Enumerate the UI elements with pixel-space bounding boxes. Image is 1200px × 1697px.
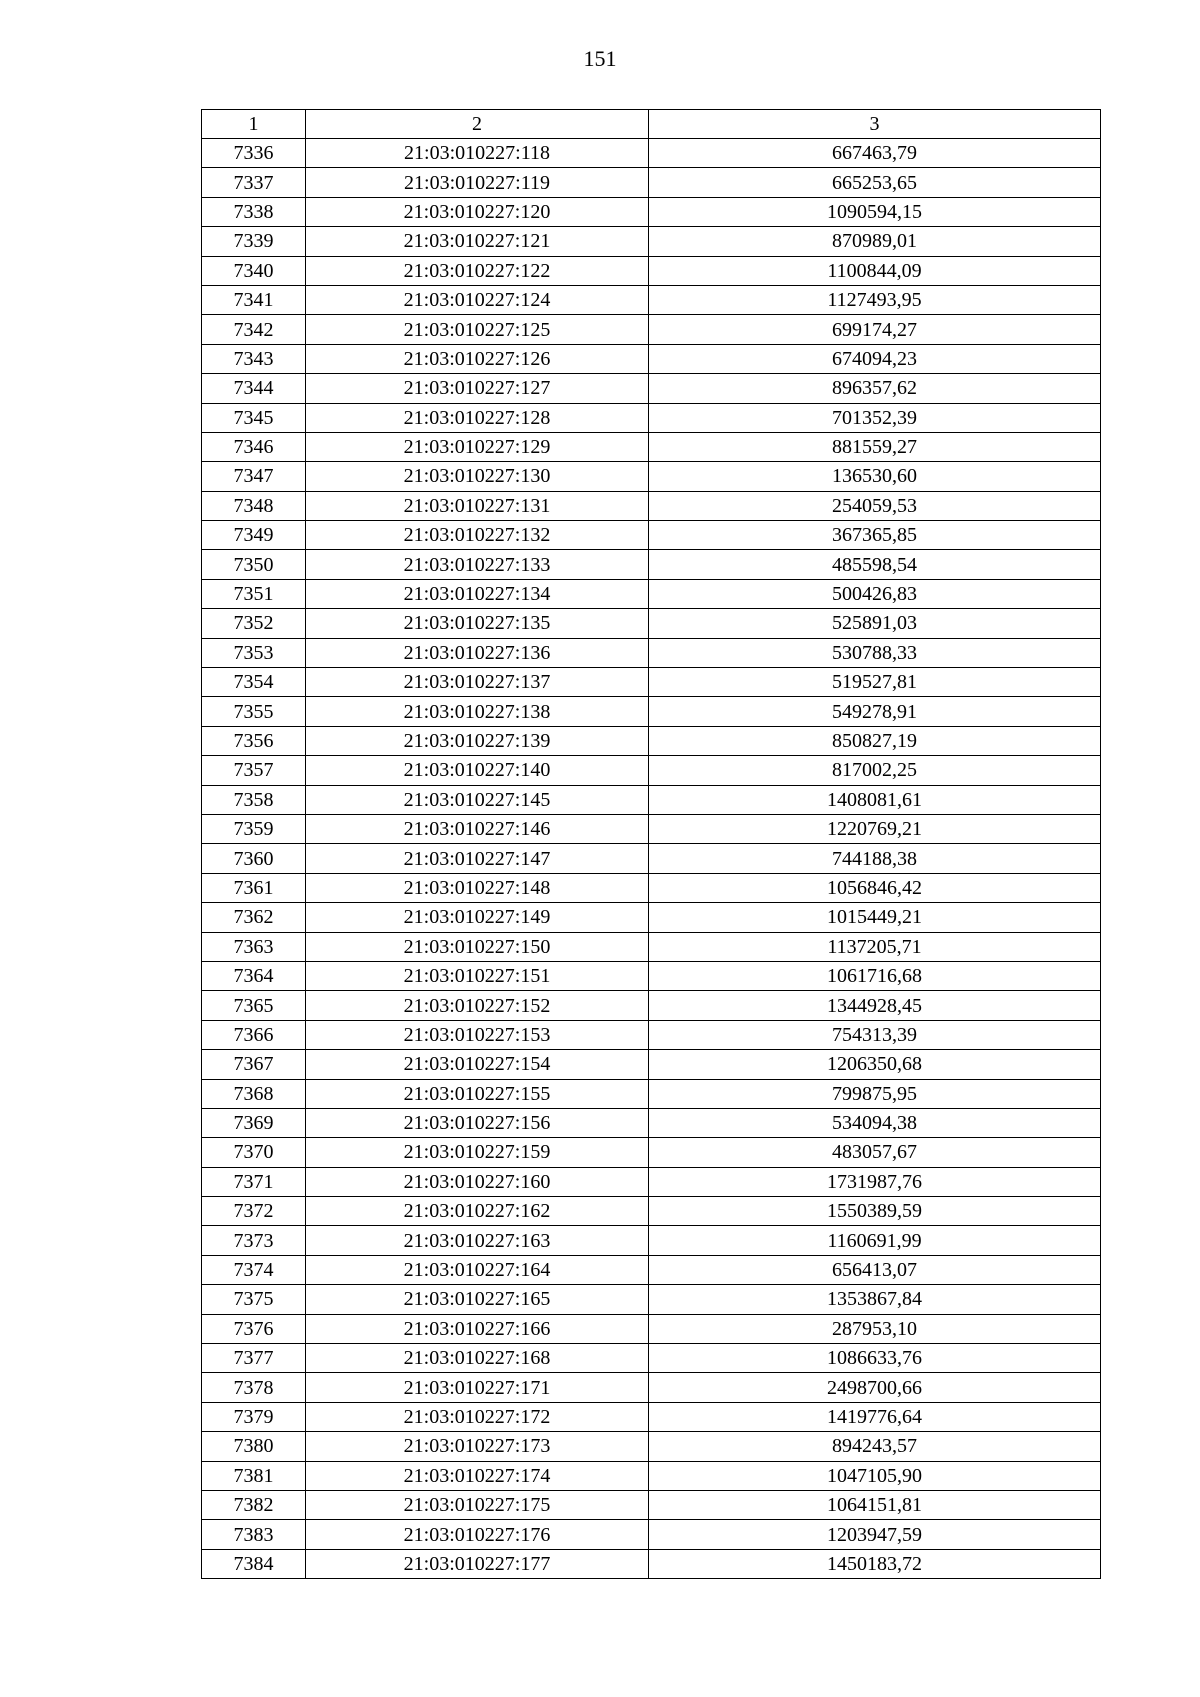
table-row bbox=[202, 873, 1101, 902]
value-cell: 1206350,68 bbox=[649, 1050, 1101, 1079]
cadastral-number-cell: 21:03:010227:119 bbox=[306, 168, 649, 197]
cadastral-number-cell: 21:03:010227:146 bbox=[306, 814, 649, 843]
cadastral-number-cell: 21:03:010227:172 bbox=[306, 1402, 649, 1431]
value-cell: 870989,01 bbox=[649, 227, 1101, 256]
cadastral-number-cell: 21:03:010227:133 bbox=[306, 550, 649, 579]
value-cell: 254059,53 bbox=[649, 491, 1101, 520]
table-row bbox=[202, 785, 1101, 814]
table-row bbox=[202, 344, 1101, 373]
row-number-cell: 7366 bbox=[202, 1020, 306, 1049]
value-cell: 1086633,76 bbox=[649, 1344, 1101, 1373]
table-row bbox=[202, 697, 1101, 726]
row-number-cell: 7338 bbox=[202, 197, 306, 226]
table-row bbox=[202, 462, 1101, 491]
value-cell: 534094,38 bbox=[649, 1108, 1101, 1137]
cadastral-number-cell: 21:03:010227:139 bbox=[306, 726, 649, 755]
row-number-cell: 7346 bbox=[202, 432, 306, 461]
cadastral-number-cell: 21:03:010227:131 bbox=[306, 491, 649, 520]
cadastral-number-cell: 21:03:010227:154 bbox=[306, 1050, 649, 1079]
table-row bbox=[202, 1108, 1101, 1137]
value-cell: 500426,83 bbox=[649, 579, 1101, 608]
row-number-cell: 7381 bbox=[202, 1461, 306, 1490]
value-cell: 744188,38 bbox=[649, 844, 1101, 873]
cadastral-number-cell: 21:03:010227:176 bbox=[306, 1520, 649, 1549]
table-row bbox=[202, 1020, 1101, 1049]
table-row bbox=[202, 638, 1101, 667]
table-row bbox=[202, 814, 1101, 843]
table-row bbox=[202, 521, 1101, 550]
cadastral-number-cell: 21:03:010227:136 bbox=[306, 638, 649, 667]
row-number-cell: 7351 bbox=[202, 579, 306, 608]
value-cell: 2498700,66 bbox=[649, 1373, 1101, 1402]
row-number-cell: 7383 bbox=[202, 1520, 306, 1549]
value-cell: 674094,23 bbox=[649, 344, 1101, 373]
value-cell: 1353867,84 bbox=[649, 1285, 1101, 1314]
row-number-cell: 7345 bbox=[202, 403, 306, 432]
value-cell: 1047105,90 bbox=[649, 1461, 1101, 1490]
table-row bbox=[202, 1402, 1101, 1431]
value-cell: 894243,57 bbox=[649, 1432, 1101, 1461]
table-row bbox=[202, 668, 1101, 697]
value-cell: 665253,65 bbox=[649, 168, 1101, 197]
cadastral-number-cell: 21:03:010227:175 bbox=[306, 1490, 649, 1519]
value-cell: 519527,81 bbox=[649, 668, 1101, 697]
table-row bbox=[202, 197, 1101, 226]
value-cell: 850827,19 bbox=[649, 726, 1101, 755]
cadastral-number-cell: 21:03:010227:168 bbox=[306, 1344, 649, 1373]
column-header-2: 2 bbox=[306, 110, 649, 139]
value-cell: 483057,67 bbox=[649, 1138, 1101, 1167]
cadastral-number-cell: 21:03:010227:151 bbox=[306, 961, 649, 990]
value-cell: 1100844,09 bbox=[649, 256, 1101, 285]
row-number-cell: 7341 bbox=[202, 285, 306, 314]
value-cell: 525891,03 bbox=[649, 609, 1101, 638]
cadastral-number-cell: 21:03:010227:124 bbox=[306, 285, 649, 314]
cadastral-number-cell: 21:03:010227:153 bbox=[306, 1020, 649, 1049]
cadastral-number-cell: 21:03:010227:177 bbox=[306, 1549, 649, 1578]
page-number: 151 bbox=[583, 46, 617, 71]
cadastral-number-cell: 21:03:010227:145 bbox=[306, 785, 649, 814]
table-row bbox=[202, 491, 1101, 520]
value-cell: 1061716,68 bbox=[649, 961, 1101, 990]
value-cell: 881559,27 bbox=[649, 432, 1101, 461]
table-row bbox=[202, 932, 1101, 961]
table-row bbox=[202, 1138, 1101, 1167]
table-row bbox=[202, 403, 1101, 432]
cadastral-number-cell: 21:03:010227:162 bbox=[306, 1197, 649, 1226]
row-number-cell: 7370 bbox=[202, 1138, 306, 1167]
row-number-cell: 7349 bbox=[202, 521, 306, 550]
row-number-cell: 7368 bbox=[202, 1079, 306, 1108]
cadastral-number-cell: 21:03:010227:159 bbox=[306, 1138, 649, 1167]
value-cell: 699174,27 bbox=[649, 315, 1101, 344]
cadastral-number-cell: 21:03:010227:150 bbox=[306, 932, 649, 961]
column-header-1: 1 bbox=[202, 110, 306, 139]
row-number-cell: 7344 bbox=[202, 374, 306, 403]
cadastral-number-cell: 21:03:010227:155 bbox=[306, 1079, 649, 1108]
row-number-cell: 7360 bbox=[202, 844, 306, 873]
row-number-cell: 7353 bbox=[202, 638, 306, 667]
cadastral-number-cell: 21:03:010227:137 bbox=[306, 668, 649, 697]
row-number-cell: 7359 bbox=[202, 814, 306, 843]
row-number-cell: 7348 bbox=[202, 491, 306, 520]
value-cell: 799875,95 bbox=[649, 1079, 1101, 1108]
value-cell: 136530,60 bbox=[649, 462, 1101, 491]
row-number-cell: 7337 bbox=[202, 168, 306, 197]
cadastral-number-cell: 21:03:010227:135 bbox=[306, 609, 649, 638]
table-row bbox=[202, 315, 1101, 344]
table-row bbox=[202, 1344, 1101, 1373]
value-cell: 1137205,71 bbox=[649, 932, 1101, 961]
cadastral-number-cell: 21:03:010227:165 bbox=[306, 1285, 649, 1314]
value-cell: 1344928,45 bbox=[649, 991, 1101, 1020]
table-row bbox=[202, 227, 1101, 256]
cadastral-number-cell: 21:03:010227:129 bbox=[306, 432, 649, 461]
value-cell: 549278,91 bbox=[649, 697, 1101, 726]
cadastral-number-cell: 21:03:010227:122 bbox=[306, 256, 649, 285]
cadastral-number-cell: 21:03:010227:156 bbox=[306, 1108, 649, 1137]
value-cell: 1015449,21 bbox=[649, 903, 1101, 932]
cadastral-number-cell: 21:03:010227:128 bbox=[306, 403, 649, 432]
value-cell: 656413,07 bbox=[649, 1255, 1101, 1284]
cadastral-number-cell: 21:03:010227:148 bbox=[306, 873, 649, 902]
value-cell: 701352,39 bbox=[649, 403, 1101, 432]
value-cell: 1090594,15 bbox=[649, 197, 1101, 226]
row-number-cell: 7380 bbox=[202, 1432, 306, 1461]
column-header-3: 3 bbox=[649, 110, 1101, 139]
value-cell: 1731987,76 bbox=[649, 1167, 1101, 1196]
table-row bbox=[202, 1314, 1101, 1343]
cadastral-number-cell: 21:03:010227:138 bbox=[306, 697, 649, 726]
table-row bbox=[202, 1197, 1101, 1226]
row-number-cell: 7379 bbox=[202, 1402, 306, 1431]
row-number-cell: 7362 bbox=[202, 903, 306, 932]
table-row bbox=[202, 1255, 1101, 1284]
table-row bbox=[202, 1285, 1101, 1314]
table-body bbox=[202, 110, 1101, 1579]
row-number-cell: 7369 bbox=[202, 1108, 306, 1137]
row-number-cell: 7343 bbox=[202, 344, 306, 373]
value-cell: 1450183,72 bbox=[649, 1549, 1101, 1578]
cadastral-number-cell: 21:03:010227:160 bbox=[306, 1167, 649, 1196]
cadastral-number-cell: 21:03:010227:120 bbox=[306, 197, 649, 226]
cadastral-number-cell: 21:03:010227:134 bbox=[306, 579, 649, 608]
row-number-cell: 7352 bbox=[202, 609, 306, 638]
data-table bbox=[201, 109, 1101, 1579]
table-row bbox=[202, 1461, 1101, 1490]
value-cell: 817002,25 bbox=[649, 756, 1101, 785]
row-number-cell: 7358 bbox=[202, 785, 306, 814]
cadastral-number-cell: 21:03:010227:166 bbox=[306, 1314, 649, 1343]
value-cell: 896357,62 bbox=[649, 374, 1101, 403]
row-number-cell: 7339 bbox=[202, 227, 306, 256]
value-cell: 754313,39 bbox=[649, 1020, 1101, 1049]
table-row bbox=[202, 961, 1101, 990]
row-number-cell: 7372 bbox=[202, 1197, 306, 1226]
cadastral-number-cell: 21:03:010227:164 bbox=[306, 1255, 649, 1284]
cadastral-number-cell: 21:03:010227:163 bbox=[306, 1226, 649, 1255]
row-number-cell: 7373 bbox=[202, 1226, 306, 1255]
table-row bbox=[202, 139, 1101, 168]
value-cell: 1160691,99 bbox=[649, 1226, 1101, 1255]
table-header-row bbox=[202, 110, 1101, 139]
value-cell: 1220769,21 bbox=[649, 814, 1101, 843]
table-row bbox=[202, 1520, 1101, 1549]
table-row bbox=[202, 374, 1101, 403]
row-number-cell: 7382 bbox=[202, 1490, 306, 1519]
row-number-cell: 7361 bbox=[202, 873, 306, 902]
table-row bbox=[202, 1226, 1101, 1255]
table-row bbox=[202, 1490, 1101, 1519]
table-row bbox=[202, 1373, 1101, 1402]
cadastral-number-cell: 21:03:010227:171 bbox=[306, 1373, 649, 1402]
cadastral-number-cell: 21:03:010227:174 bbox=[306, 1461, 649, 1490]
row-number-cell: 7377 bbox=[202, 1344, 306, 1373]
value-cell: 530788,33 bbox=[649, 638, 1101, 667]
table-row bbox=[202, 991, 1101, 1020]
cadastral-number-cell: 21:03:010227:149 bbox=[306, 903, 649, 932]
table-row bbox=[202, 726, 1101, 755]
table-row bbox=[202, 1167, 1101, 1196]
row-number-cell: 7363 bbox=[202, 932, 306, 961]
table-row bbox=[202, 609, 1101, 638]
cadastral-number-cell: 21:03:010227:130 bbox=[306, 462, 649, 491]
row-number-cell: 7354 bbox=[202, 668, 306, 697]
row-number-cell: 7376 bbox=[202, 1314, 306, 1343]
table-row bbox=[202, 1549, 1101, 1578]
value-cell: 287953,10 bbox=[649, 1314, 1101, 1343]
table-row bbox=[202, 1432, 1101, 1461]
table-row bbox=[202, 756, 1101, 785]
table-row bbox=[202, 432, 1101, 461]
cadastral-number-cell: 21:03:010227:152 bbox=[306, 991, 649, 1020]
cadastral-number-cell: 21:03:010227:147 bbox=[306, 844, 649, 873]
cadastral-number-cell: 21:03:010227:126 bbox=[306, 344, 649, 373]
value-cell: 367365,85 bbox=[649, 521, 1101, 550]
table-row bbox=[202, 903, 1101, 932]
table-row bbox=[202, 256, 1101, 285]
table-row bbox=[202, 550, 1101, 579]
value-cell: 485598,54 bbox=[649, 550, 1101, 579]
row-number-cell: 7357 bbox=[202, 756, 306, 785]
value-cell: 1127493,95 bbox=[649, 285, 1101, 314]
table-row bbox=[202, 1079, 1101, 1108]
row-number-cell: 7371 bbox=[202, 1167, 306, 1196]
row-number-cell: 7350 bbox=[202, 550, 306, 579]
row-number-cell: 7355 bbox=[202, 697, 306, 726]
value-cell: 1064151,81 bbox=[649, 1490, 1101, 1519]
value-cell: 1419776,64 bbox=[649, 1402, 1101, 1431]
table-row bbox=[202, 285, 1101, 314]
row-number-cell: 7367 bbox=[202, 1050, 306, 1079]
row-number-cell: 7347 bbox=[202, 462, 306, 491]
row-number-cell: 7364 bbox=[202, 961, 306, 990]
cadastral-number-cell: 21:03:010227:121 bbox=[306, 227, 649, 256]
row-number-cell: 7342 bbox=[202, 315, 306, 344]
cadastral-number-cell: 21:03:010227:118 bbox=[306, 139, 649, 168]
row-number-cell: 7340 bbox=[202, 256, 306, 285]
row-number-cell: 7378 bbox=[202, 1373, 306, 1402]
value-cell: 1550389,59 bbox=[649, 1197, 1101, 1226]
row-number-cell: 7375 bbox=[202, 1285, 306, 1314]
cadastral-number-cell: 21:03:010227:132 bbox=[306, 521, 649, 550]
value-cell: 1056846,42 bbox=[649, 873, 1101, 902]
cadastral-number-cell: 21:03:010227:173 bbox=[306, 1432, 649, 1461]
cadastral-number-cell: 21:03:010227:127 bbox=[306, 374, 649, 403]
value-cell: 1408081,61 bbox=[649, 785, 1101, 814]
value-cell: 667463,79 bbox=[649, 139, 1101, 168]
table-row bbox=[202, 1050, 1101, 1079]
cadastral-number-cell: 21:03:010227:140 bbox=[306, 756, 649, 785]
cadastral-number-cell: 21:03:010227:125 bbox=[306, 315, 649, 344]
row-number-cell: 7365 bbox=[202, 991, 306, 1020]
row-number-cell: 7356 bbox=[202, 726, 306, 755]
row-number-cell: 7374 bbox=[202, 1255, 306, 1284]
table-row bbox=[202, 579, 1101, 608]
row-number-cell: 7384 bbox=[202, 1549, 306, 1578]
table-row bbox=[202, 844, 1101, 873]
table-row bbox=[202, 168, 1101, 197]
value-cell: 1203947,59 bbox=[649, 1520, 1101, 1549]
row-number-cell: 7336 bbox=[202, 139, 306, 168]
